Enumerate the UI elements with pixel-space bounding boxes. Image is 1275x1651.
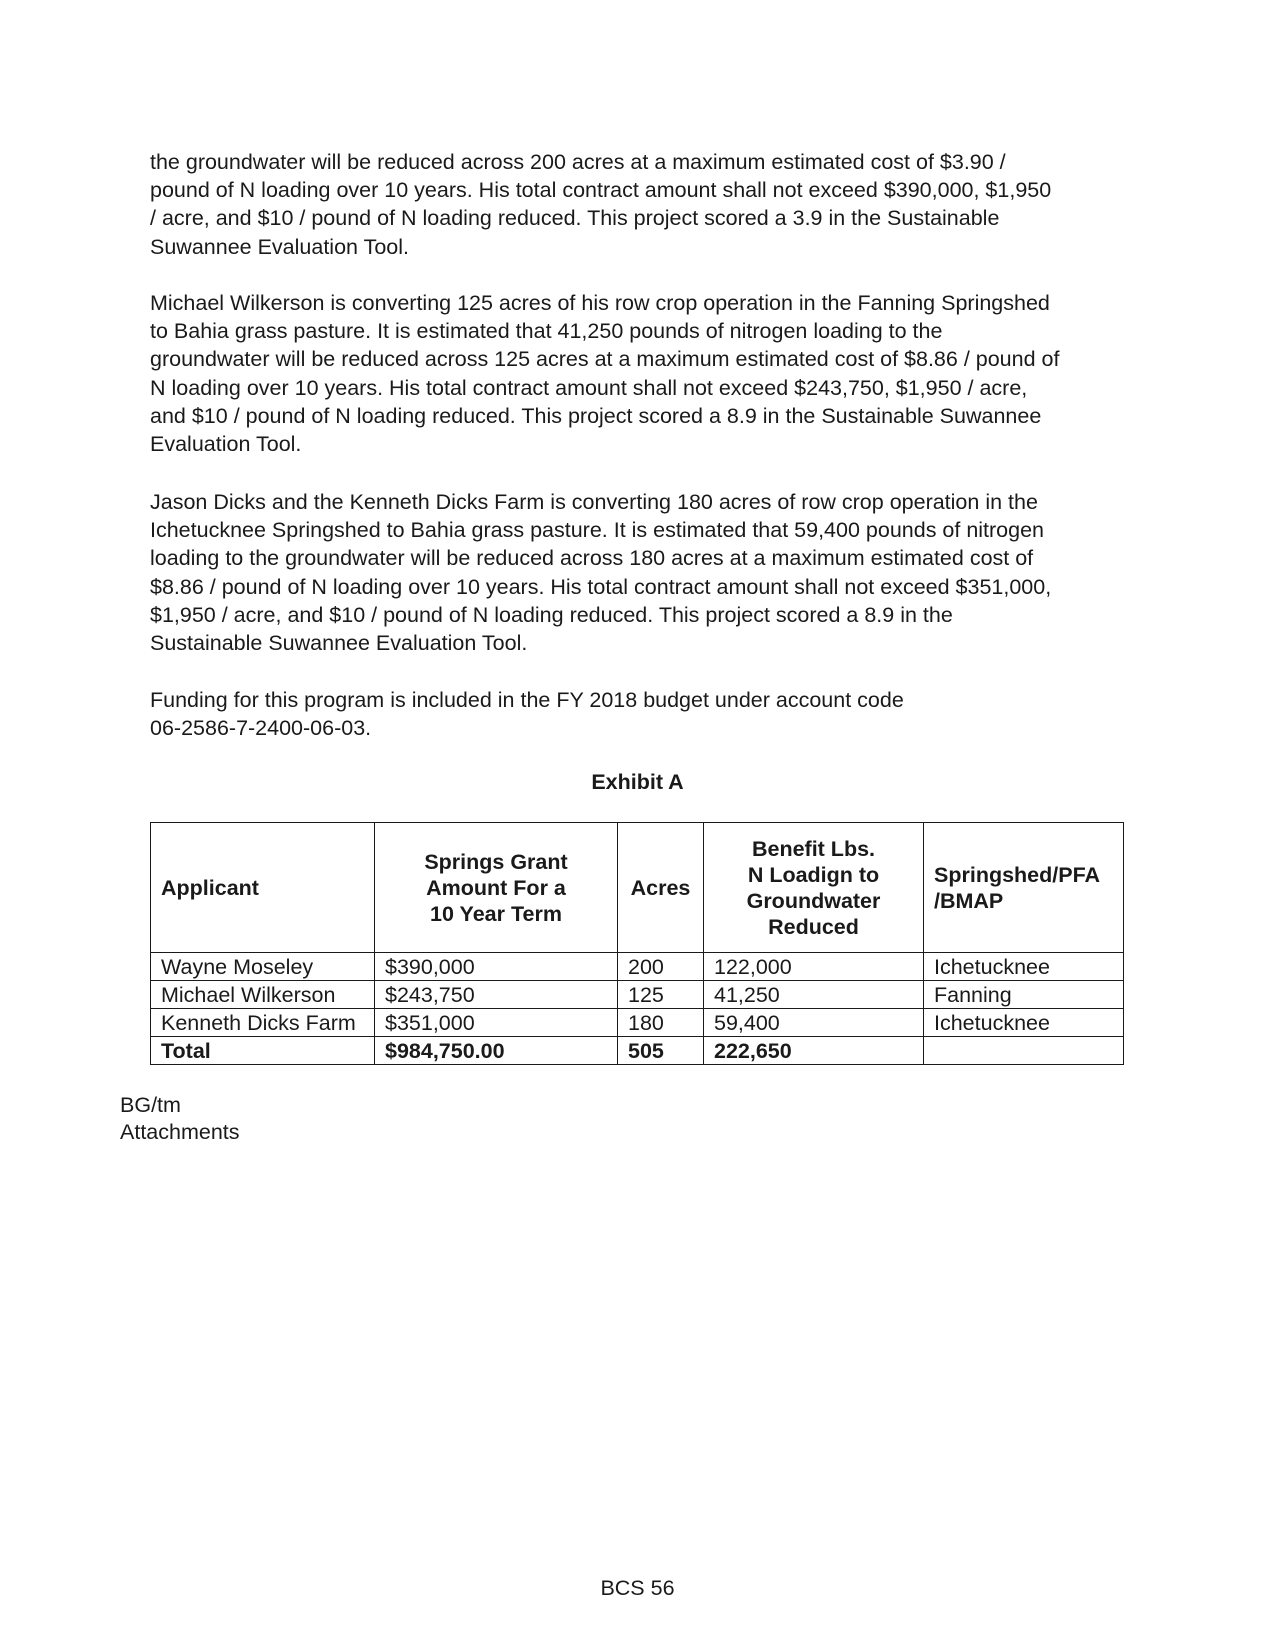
- table-row: [151, 981, 1124, 1009]
- cell-amount: $243,750: [375, 981, 618, 1009]
- text-line: $8.86 / pound of N loading over 10 years. His total contract amount shall not exceed $351,000,: [150, 574, 1052, 599]
- cell-applicant: Kenneth Dicks Farm: [151, 1009, 375, 1037]
- cell-benefit: 41,250: [704, 981, 924, 1009]
- cell-total-springshed: [924, 1037, 1124, 1065]
- text-line: Michael Wilkerson is converting 125 acres of his row crop operation in the Fanning Springshed: [150, 291, 1050, 315]
- cell-total-benefit: 222,650: [704, 1037, 924, 1065]
- cell-springshed: Ichetucknee: [924, 953, 1124, 981]
- cell-applicant: Michael Wilkerson: [151, 981, 375, 1009]
- header-line: Springs Grant: [424, 849, 568, 874]
- footer-block: [120, 1092, 240, 1146]
- paragraph-moseley-continuation: [150, 148, 1130, 261]
- cell-benefit: 122,000: [704, 953, 924, 981]
- cell-acres: 200: [618, 953, 704, 981]
- text-line: Evaluation Tool.: [150, 432, 302, 457]
- header-line: Reduced: [768, 914, 859, 939]
- header-line: 10 Year Term: [430, 901, 562, 926]
- exhibit-title: Exhibit A: [591, 770, 684, 794]
- text-line: pound of N loading over 10 years. His total contract amount shall not exceed $390,000, $1,950: [150, 178, 1052, 203]
- header-springshed: [924, 823, 1124, 953]
- text-line: $1,950 / acre, and $10 / pound of N loading reduced. This project scored a 8.9 in the: [150, 602, 953, 627]
- cell-springshed: Fanning: [924, 981, 1124, 1009]
- cell-amount: $351,000: [375, 1009, 618, 1037]
- table-row: [151, 1009, 1124, 1037]
- cell-applicant: Wayne Moseley: [151, 953, 375, 981]
- cell-amount: $390,000: [375, 953, 618, 981]
- cell-total-label: Total: [151, 1037, 375, 1065]
- header-line: Amount For a: [426, 875, 566, 900]
- attachments-note: Attachments: [120, 1120, 240, 1144]
- paragraph-funding: [150, 686, 1130, 742]
- exhibit-table: [150, 822, 1124, 1065]
- cell-total-amount: $984,750.00: [375, 1037, 618, 1065]
- text-line: Sustainable Suwannee Evaluation Tool.: [150, 631, 528, 656]
- header-line: Groundwater: [746, 888, 881, 913]
- text-line: loading to the groundwater will be reduced across 180 acres at a maximum estimated cost of: [150, 546, 1034, 571]
- table-row: [151, 953, 1124, 981]
- header-line: /BMAP: [934, 888, 1004, 913]
- cell-springshed: Ichetucknee: [924, 1009, 1124, 1037]
- text-line: and $10 / pound of N loading reduced. This project scored a 8.9 in the Sustainable Suwannee: [150, 403, 1042, 428]
- cell-acres: 180: [618, 1009, 704, 1037]
- page-number: BCS 56: [600, 1576, 675, 1600]
- table-header-row: [151, 823, 1124, 953]
- header-amount: [375, 823, 618, 953]
- text-line: / acre, and $10 / pound of N loading reduced. This project scored a 3.9 in the Sustainable: [150, 206, 1000, 231]
- text-line: Jason Dicks and the Kenneth Dicks Farm is converting 180 acres of row crop operation in the: [150, 490, 1038, 514]
- header-line: Benefit Lbs.: [751, 836, 876, 861]
- text-line: N loading over 10 years. His total contract amount shall not exceed $243,750, $1,950 / acre,: [150, 375, 1028, 400]
- paragraph-dicks: [150, 488, 1130, 657]
- text-line: Ichetucknee Springshed to Bahia grass pasture. It is estimated that 59,400 pounds of nitrogen: [150, 518, 1045, 543]
- header-benefit: [704, 823, 924, 953]
- header-applicant: Applicant: [151, 823, 375, 953]
- table-total-row: [151, 1037, 1124, 1065]
- text-line: the groundwater will be reduced across 200 acres at a maximum estimated cost of $3.90 /: [150, 150, 1006, 174]
- cell-total-acres: 505: [618, 1037, 704, 1065]
- text-line: groundwater will be reduced across 125 acres at a maximum estimated cost of $8.86 / pound of: [150, 347, 1060, 372]
- header-line: Springshed/PFA: [934, 862, 1101, 887]
- text-line: Funding for this program is included in the FY 2018 budget under account code: [150, 688, 904, 712]
- header-acres: Acres: [618, 823, 704, 953]
- cell-acres: 125: [618, 981, 704, 1009]
- text-line: 06-2586-7-2400-06-03.: [150, 716, 372, 741]
- paragraph-wilkerson: [150, 289, 1130, 458]
- cell-benefit: 59,400: [704, 1009, 924, 1037]
- text-line: to Bahia grass pasture. It is estimated that 41,250 pounds of nitrogen loading to the: [150, 319, 943, 344]
- text-line: Suwannee Evaluation Tool.: [150, 234, 409, 259]
- author-initials: BG/tm: [120, 1093, 181, 1117]
- header-line: N Loadign to: [747, 862, 880, 887]
